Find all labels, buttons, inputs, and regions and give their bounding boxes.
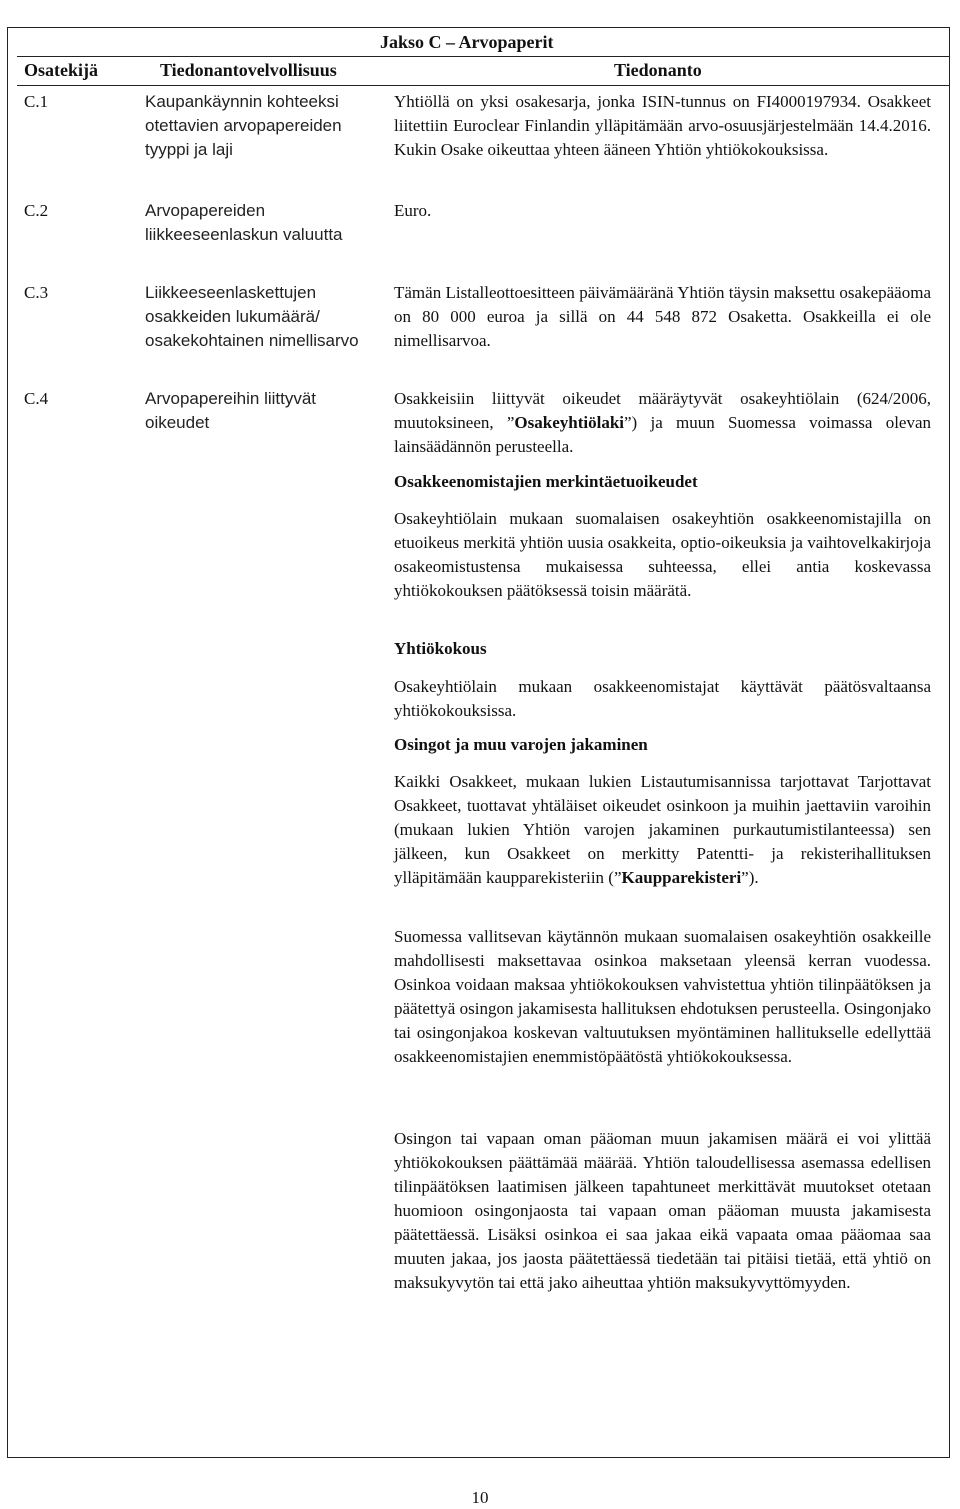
header-osatekija: Osatekijä	[24, 60, 98, 80]
text-run: ”).	[741, 868, 759, 887]
text-run: Kaikki Osakkeet, mukaan lukien Listautumisannissa tarjottavat Tarjottavat Osakkeet, tuottavat yhtäläiset oikeudet osinkoon ja muihin jaettaviin varoihin (mukaan lukien Yhtiön varojen jakaminen purkautumistilanteessa) sen jälkeen, kun Osakkeet on merkitty Patentti- ja rekisterihallituksen ylläpitämään kaupparekisteriin (”	[394, 772, 931, 887]
row-label: Arvopapereihin liittyvät oikeudet	[145, 389, 317, 432]
row-label: Arvopapereiden liikkeeseenlaskun valuutta	[145, 201, 343, 244]
row-code: C.2	[24, 201, 49, 220]
row-text: Yhtiöllä on yksi osakesarja, jonka ISIN-tunnus on FI4000197934. Osakkeet liitettiin Euroclear Finlandin ylläpitämään arvo-osuusjärjestelmään 14.4.2016. Kukin Osake oikeuttaa yhteen ääneen Yhtiön yhtiökokouksissa.	[394, 92, 931, 159]
header-tiedonantovelvollisuus: Tiedonantovelvollisuus	[160, 60, 337, 80]
row-code: C.1	[24, 92, 49, 111]
header-top-rule	[17, 56, 950, 57]
text-run: ”) ja muun Suomessa voimassa olevan lainsäädännön perusteella.	[394, 413, 932, 456]
section-title: Jakso C – Arvopaperit	[380, 32, 554, 52]
text-run: Osakkeisiin liittyvät oikeudet määräytyvät osakeyhtiölain (624/2006, muutoksineen, ”	[394, 389, 931, 432]
header-bottom-rule	[17, 85, 950, 86]
paragraph: Osingon tai vapaan oman pääoman muun jakamisen määrä ei voi ylittää yhtiökokouksen päättämää määrää. Yhtiön taloudellisessa asemassa edellisen tilinpäätöksen laatimisen jälkeen tapahtuneet merkittävät muutokset otetaan huomioon osingonjaosta tai vapaan oman pääoman muusta jakamisesta päätettäessä. Lisäksi osinkoa ei saa jakaa eikä vapaata omaa pääomaa saa muuten jakaa, jos jaosta päätettäessä tiedetään tai pitäisi tietää, että yhtiö on maksukyvytön tai että jako aiheuttaa yhtiön maksukyvyttömyyden.	[394, 1129, 931, 1292]
row-text: Euro.	[394, 201, 432, 220]
defined-term: Kaupparekisteri	[621, 868, 742, 887]
defined-term: Osakeyhtiölaki	[514, 413, 625, 432]
row-code: C.3	[24, 283, 49, 302]
paragraph: Osakeyhtiölain mukaan suomalaisen osakeyhtiön osakkeenomistajilla on etuoikeus merkitä yhtiön uusia osakkeita, optio-oikeuksia ja vaihtovelkakirjoja osakeomistustensa mukaisessa suhteessa, ellei antia koskevassa yhtiökokouksen päätöksessä toisin määrätä.	[394, 509, 931, 600]
subheading-yhtiokokous: Yhtiökokous	[394, 639, 487, 658]
paragraph: Suomessa vallitsevan käytännön mukaan suomalaisen osakeyhtiön osakkeille mahdollisesti maksettavaa osinkoa maksetaan yleensä kerran vuodessa. Osinkoa voidaan maksaa yhtiökokouksen vahvistettua yhtiön tilinpäätöksen ja päätettyä osingon jakamisesta hallituksen ehdotuksen perusteella. Osingonjako tai osingonjakoa koskevan valtuutuksen myöntäminen hallitukselle edellyttää osakkeenomistajien enemmistöpäätöstä yhtiökokouksessa.	[394, 927, 931, 1066]
row-text: Tämän Listalleottoesitteen päivämääränä Yhtiön täysin maksettu osakepääoma on 80 000 euroa ja sillä on 44 548 872 Osaketta. Osakkeilla ei ole nimellisarvoa.	[394, 283, 931, 350]
row-label: Kaupankäynnin kohteeksi otettavien arvopapereiden tyyppi ja laji	[145, 92, 342, 159]
header-tiedonanto: Tiedonanto	[614, 60, 702, 80]
page-number: 10	[471, 1488, 489, 1507]
row-text	[394, 387, 931, 459]
row-label: Liikkeeseenlaskettujen osakkeiden lukumäärä/ osakekohtainen nimellisarvo	[145, 283, 359, 350]
subheading-osingot: Osingot ja muu varojen jakaminen	[394, 735, 648, 754]
paragraph: Osakeyhtiölain mukaan osakkeenomistajat käyttävät päätösvaltaansa yhtiökokouksissa.	[394, 677, 931, 720]
paragraph	[394, 770, 931, 890]
row-code: C.4	[24, 389, 49, 408]
subheading-merkintaetuoikeudet: Osakkeenomistajien merkintäetuoikeudet	[394, 472, 698, 491]
